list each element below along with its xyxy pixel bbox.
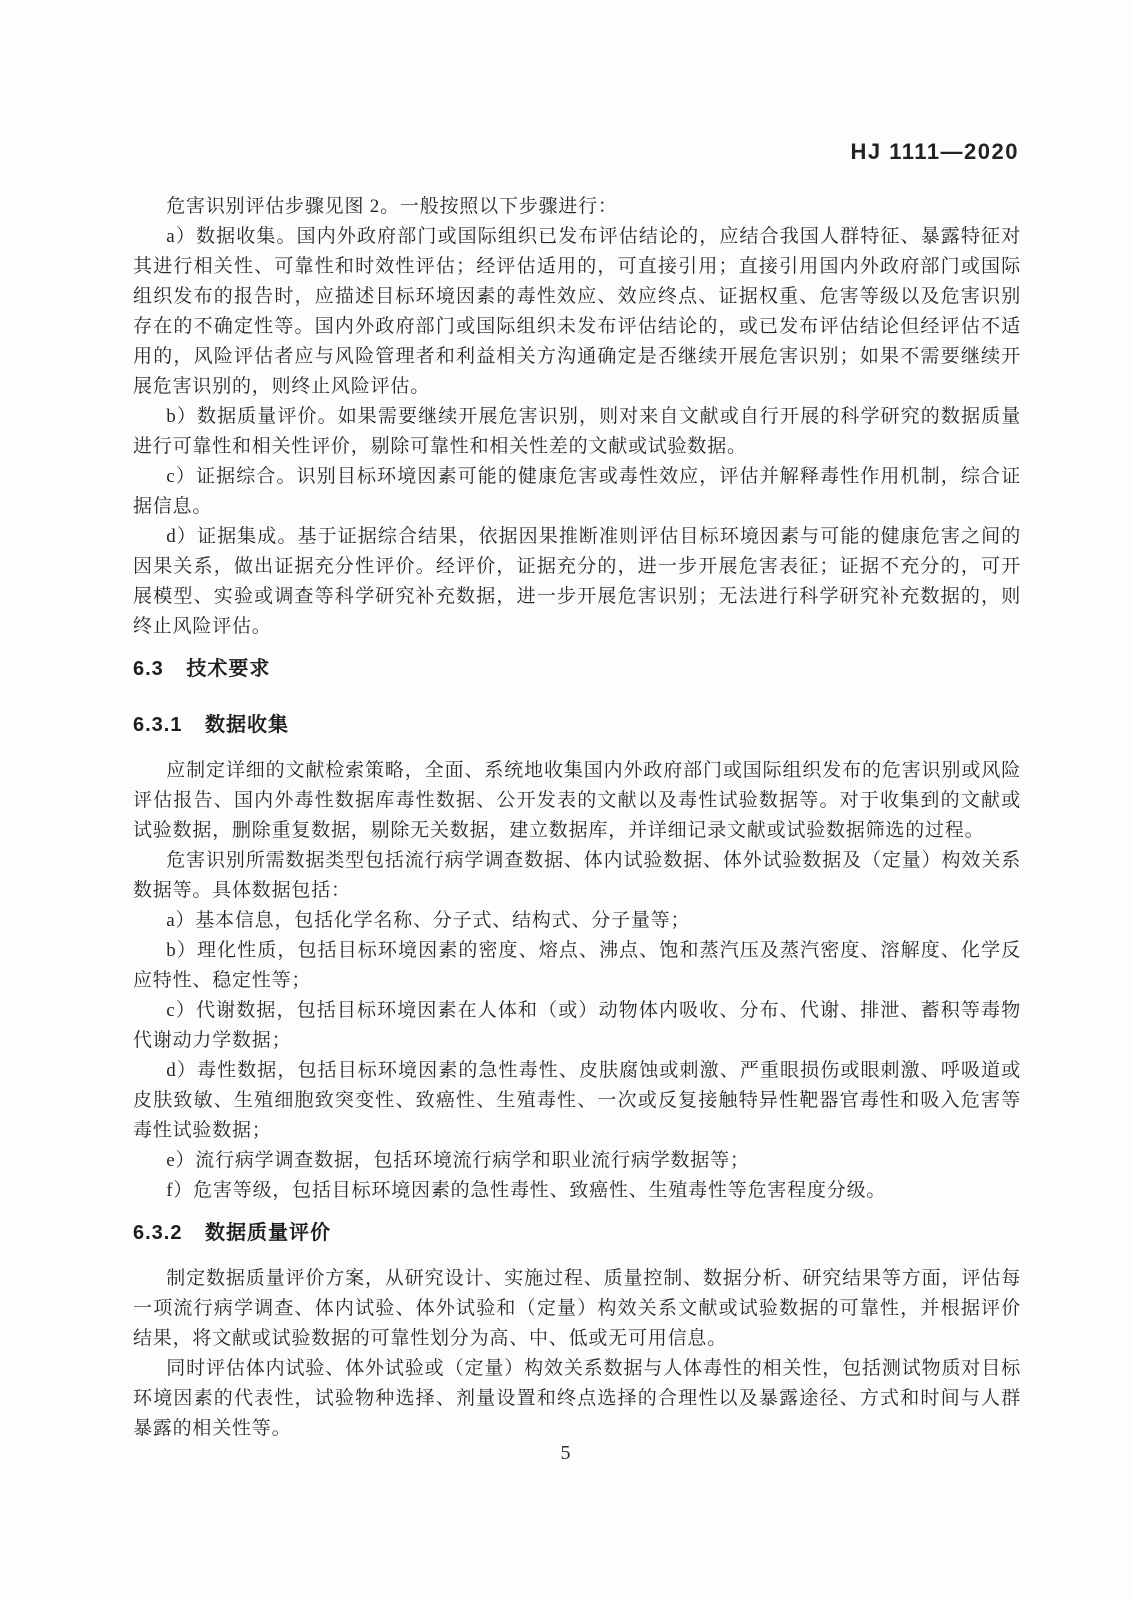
data-item-d: d）毒性数据，包括目标环境因素的急性毒性、皮肤腐蚀或刺激、严重眼损伤或眼刺激、呼吸道或皮肤致敏、生殖细胞致突变性、致癌性、生殖毒性、一次或反复接触特异性靶器官毒性和吸入危害等毒性试验数据；	[133, 1060, 1021, 1141]
paragraph-632-1: 制定数据质量评价方案，从研究设计、实施过程、质量控制、数据分析、研究结果等方面，评估每一项流行病学调查、体内试验、体外试验和（定量）构效关系文献或试验数据的可靠性，并根据评价结果，将文献或试验数据的可靠性划分为高、中、低或无可用信息。	[133, 1268, 1021, 1349]
data-item-f: f）危害等级，包括目标环境因素的急性毒性、致癌性、生殖毒性等危害程度分级。	[166, 1180, 887, 1201]
section-title: 技术要求	[186, 658, 271, 680]
page-header	[851, 139, 1019, 165]
data-item-b: b）理化性质，包括目标环境因素的密度、熔点、沸点、饱和蒸汽压及蒸汽密度、溶解度、化学反应特性、稳定性等；	[133, 940, 1021, 991]
step-item-d: d）证据集成。基于证据综合结果，依据因果推断准则评估目标环境因素与可能的健康危害之间的因果关系，做出证据充分性评价。经评价，证据充分的，进一步开展危害表征；证据不充分的，可开展模型、实验或调查等科学研究补充数据，进一步开展危害识别；无法进行科学研究补充数据的，则终止风险评估。	[133, 526, 1021, 637]
data-item-e: e）流行病学调查数据，包括环境流行病学和职业流行病学数据等；	[166, 1150, 750, 1171]
step-item-a: a）数据收集。国内外政府部门或国际组织已发布评估结论的，应结合我国人群特征、暴露特征对其进行相关性、可靠性和时效性评估；经评估适用的，可直接引用；直接引用国内外政府部门或国际组织发布的报告时，应描述目标环境因素的毒性效应、效应终点、证据权重、危害等级以及危害识别存在的不确定性等。国内外政府部门或国际组织未发布评估结论的，或已发布评估结论但经评估不适用的，风险评估者应与风险管理者和利益相关方沟通确定是否继续开展危害识别；如果不需要继续开展危害识别的，则终止风险评估。	[133, 226, 1021, 397]
document-content	[133, 192, 1021, 1444]
step-item-b: b）数据质量评价。如果需要继续开展危害识别，则对来自文献或自行开展的科学研究的数据质量进行可靠性和相关性评价，剔除可靠性和相关性差的文献或试验数据。	[133, 406, 1021, 457]
section-number: 6.3.1	[133, 714, 183, 736]
section-heading-6-3-2	[133, 1218, 1021, 1248]
section-heading-6-3	[133, 654, 1021, 684]
section-title: 数据质量评价	[205, 1222, 332, 1244]
section-number: 6.3.2	[133, 1222, 183, 1244]
section-title: 数据收集	[205, 714, 290, 736]
section-heading-6-3-1	[133, 710, 1021, 740]
standard-number: HJ 1111—2020	[850, 139, 1019, 164]
data-item-c: c）代谢数据，包括目标环境因素在人体和（或）动物体内吸收、分布、代谢、排泄、蓄积等毒物代谢动力学数据；	[133, 1000, 1021, 1051]
data-item-a: a）基本信息，包括化学名称、分子式、结构式、分子量等；	[166, 910, 691, 931]
section-number: 6.3	[133, 658, 164, 680]
paragraph-631-1: 应制定详细的文献检索策略，全面、系统地收集国内外政府部门或国际组织发布的危害识别或风险评估报告、国内外毒性数据库毒性数据、公开发表的文献以及毒性试验数据等。对于收集到的文献或试验数据，删除重复数据，剔除无关数据，建立数据库，并详细记录文献或试验数据筛选的过程。	[133, 760, 1021, 841]
paragraph-632-2: 同时评估体内试验、体外试验或（定量）构效关系数据与人体毒性的相关性，包括测试物质对目标环境因素的代表性，试验物种选择、剂量设置和终点选择的合理性以及暴露途径、方式和时间与人群暴露的相关性等。	[133, 1358, 1021, 1439]
paragraph-631-2: 危害识别所需数据类型包括流行病学调查数据、体内试验数据、体外试验数据及（定量）构效关系数据等。具体数据包括：	[133, 850, 1021, 901]
step-item-c: c）证据综合。识别目标环境因素可能的健康危害或毒性效应，评估并解释毒性作用机制，综合证据信息。	[133, 466, 1021, 517]
intro-paragraph: 危害识别评估步骤见图 2。一般按照以下步骤进行：	[166, 196, 618, 217]
page-number: 5	[560, 1442, 571, 1464]
